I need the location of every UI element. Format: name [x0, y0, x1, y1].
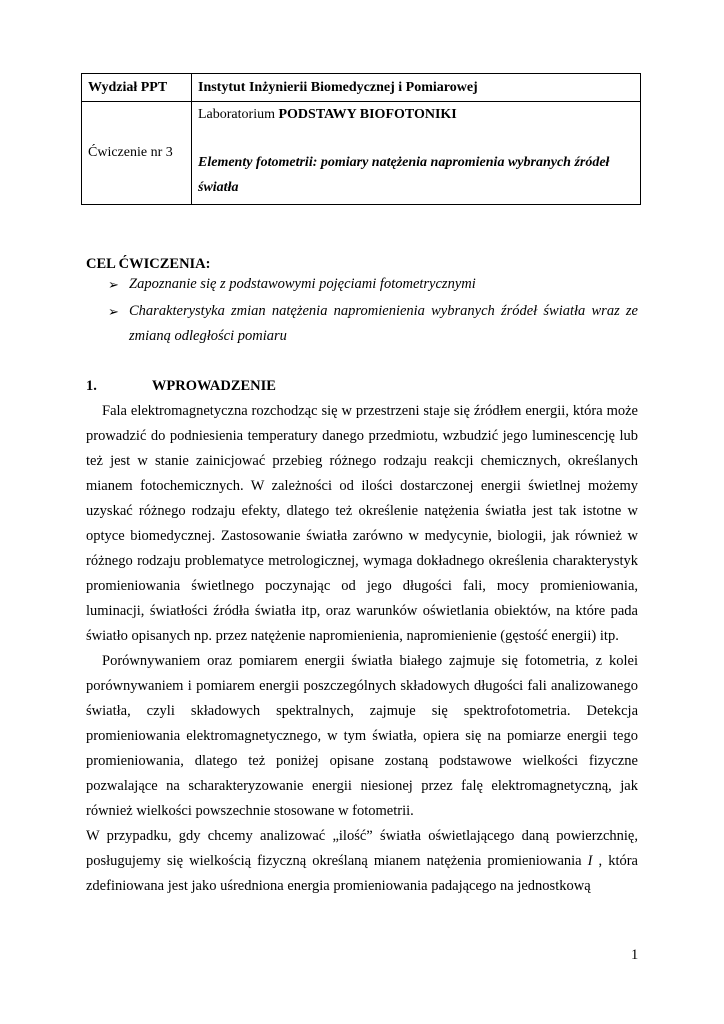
- lab-line: [198, 104, 634, 126]
- paragraph-3: [86, 824, 638, 899]
- arrow-bullet-icon: ➢: [108, 304, 119, 319]
- paragraph-3-start: W przypadku, gdy chcemy analizować „ilość” światła oświetlającego daną powierzchnię, posługujemy się wielkością fizyczną określaną mianem natężenia promieniowania: [86, 828, 638, 869]
- paragraph-3-end: , która zdefiniowana jest jako uśredniona energia promieniowania padającego na jednostkową: [86, 853, 638, 894]
- goal-item-2: [108, 299, 638, 349]
- goal-heading: CEL ĆWICZENIA:: [86, 256, 211, 272]
- goal-item-text: Zapoznanie się z podstawowymi pojęciami fotometrycznymi: [129, 276, 476, 292]
- arrow-bullet-icon: ➢: [108, 277, 119, 292]
- page-number: 1: [631, 947, 639, 963]
- paragraph-2: Porównywaniem oraz pomiarem energii światła białego zajmuje się fotometria, z kolei porównywaniem i pomiarem energii poszczególnych składowych długości fali analizowanego światła, czyli składowych spektralnych, zajmuje się spektrofotometria. Detekcja promieniowania elektromagnetycznego, w tym światła, opiera się na pomiarze energii tego promieniowania, dlatego też poniżej opisane zostaną podstawowe wielkości fizyczne pozwalające na scharakteryzowanie energii niesionej przez falę elektromagnetyczną, jak również wielkości powszechnie stosowane w fotometrii.: [86, 653, 638, 819]
- lab-prefix: Laboratorium: [198, 107, 279, 122]
- section-number: 1.: [86, 378, 97, 394]
- exercise-title: Elementy fotometrii: pomiary natężenia napromienia wybranych źródeł światła: [198, 155, 610, 195]
- goal-item-1: [108, 272, 638, 297]
- section-title: WPROWADZENIE: [151, 378, 276, 394]
- exercise-cell: Ćwiczenie nr 3: [82, 102, 192, 205]
- goal-item-text: Charakterystyka zmian natężenia napromienienia wybranych źródeł światła wraz ze zmianą odległości pomiaru: [129, 303, 638, 344]
- lab-name: PODSTAWY BIOFOTONIKI: [278, 107, 457, 122]
- institute-cell: Instytut Inżynierii Biomedycznej i Pomiarowej: [192, 74, 641, 102]
- section-heading: [86, 378, 638, 395]
- header-table: [81, 73, 641, 205]
- paragraph-1: Fala elektromagnetyczna rozchodząc się w przestrzeni staje się źródłem energii, która może prowadzić do podniesienia temperatury danego przedmiotu, wzbudzić jego luminescencję lub też jest w stanie zainicjować przebieg różnego rodzaju reakcji chemicznych, określanych mianem fotochemicznych. W zależności od ilości dostarczonej energii świetlnej możemy uzyskać różnego rodzaju efekty, dlatego też określenie natężenia światła jest tak istotne w optyce biomedycznej. Zastosowanie światła zarówno w medycynie, biologii, jak również w różnego rodzaju problematyce metrologicznej, wymaga dokładnego określenia charakterystyk promieniowania świetlnego poczynając od jego długości fali, mocy promieniowania, luminacji, światłości źródła światła itp, oraz warunków oświetlania obiektów, na które pada światło opisanych np. przez natężenie napromienienia, napromienienie (gęstość energii) itp.: [86, 403, 638, 644]
- lab-cell: [192, 102, 641, 205]
- faculty-cell: Wydział PPT: [82, 74, 192, 102]
- irradiance-symbol: I: [587, 853, 593, 869]
- section-body: [86, 399, 638, 899]
